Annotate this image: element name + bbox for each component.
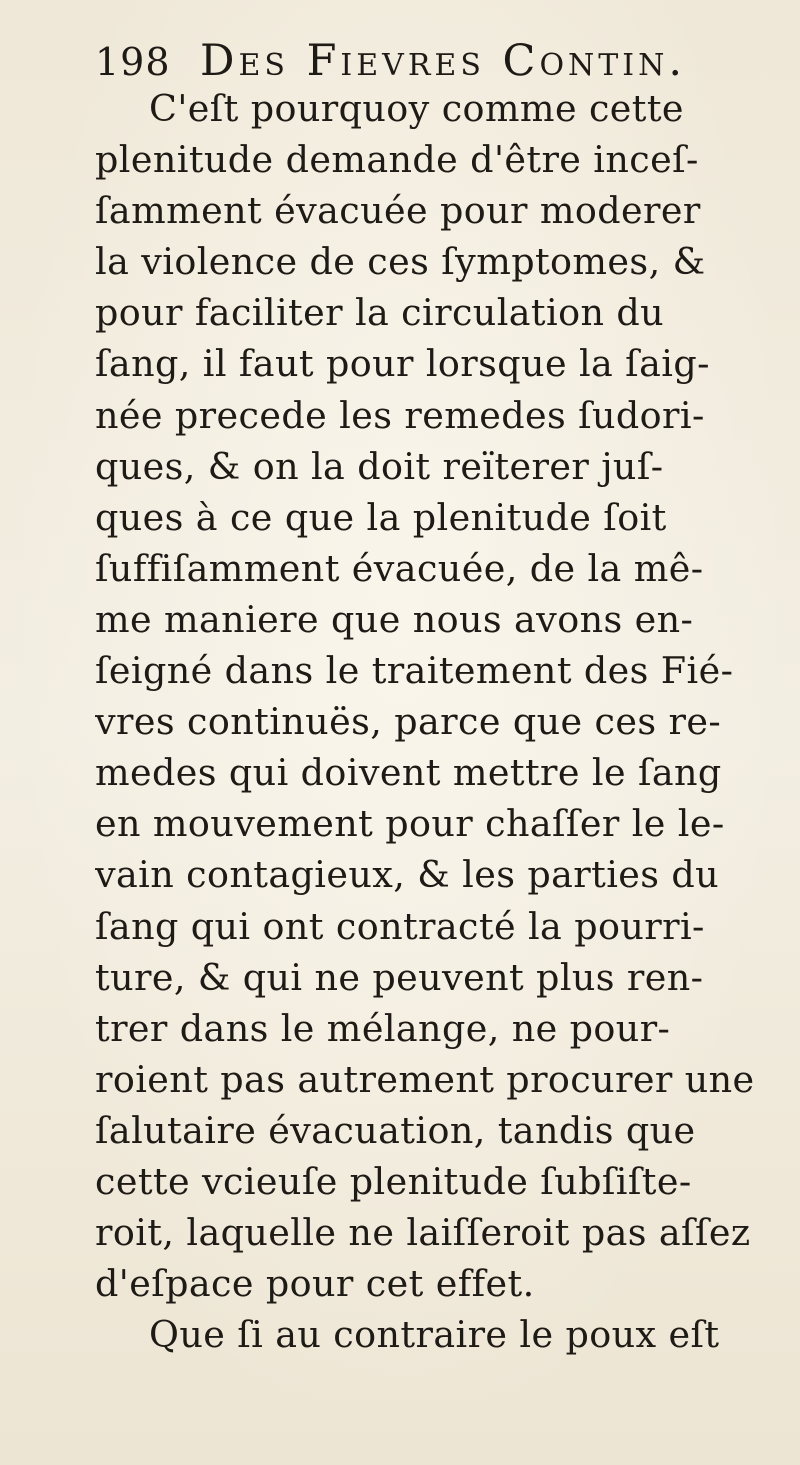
text-line: vain contagieux, & les parties du [95, 853, 720, 897]
text-line: medes qui doivent mettre le ſang [95, 751, 722, 795]
text-line: ture, & qui ne peuvent plus ren- [95, 955, 704, 999]
text-line: roit, laquelle ne laiſſeroit pas aſſez [95, 1211, 751, 1255]
page-header [95, 30, 785, 90]
page-number: 198 [95, 40, 171, 84]
text-line: ques, & on la doit reïterer juſ- [95, 444, 664, 488]
text-line: en mouvement pour chaſſer le le- [95, 802, 725, 846]
text-line: me maniere que nous avons en- [95, 597, 694, 641]
text-line: ſang qui ont contracté la pourri- [95, 904, 705, 948]
text-line: la violence de ces ſymptomes, & [95, 240, 706, 284]
text-line: ſeigné dans le traitement des Fié- [95, 649, 734, 693]
text-line: ſamment évacuée pour moderer [95, 189, 701, 233]
text-line: d'eſpace pour cet effet. [95, 1262, 535, 1306]
text-line: ques à ce que la plenitude ſoit [95, 495, 667, 539]
text-line: cette vcieuſe plenitude ſubſiſte- [95, 1159, 692, 1203]
text-line: C'eſt pourquoy comme cette [149, 87, 684, 130]
text-line: ſang, il faut pour lorsque la ſaig- [95, 342, 710, 386]
text-line: vres continuës, parce que ces re- [95, 700, 722, 744]
text-line: ſalutaire évacuation, tandis que [95, 1108, 696, 1152]
text-line: roient pas autrement procurer une [95, 1057, 755, 1101]
text-line: Que ſi au contraire le poux eſt [149, 1313, 720, 1357]
text-line: trer dans le mélange, ne pour- [95, 1006, 671, 1050]
body-text [95, 83, 795, 1360]
text-line: née precede les remedes ſudori- [95, 393, 705, 437]
text-line: ſuffiſamment évacuée, de la mê- [95, 546, 704, 590]
text-line: pour faciliter la circulation du [95, 291, 665, 335]
text-line: plenitude demande d'être inceſ- [95, 138, 699, 182]
running-title: Des Fievres Contin. [200, 36, 687, 86]
